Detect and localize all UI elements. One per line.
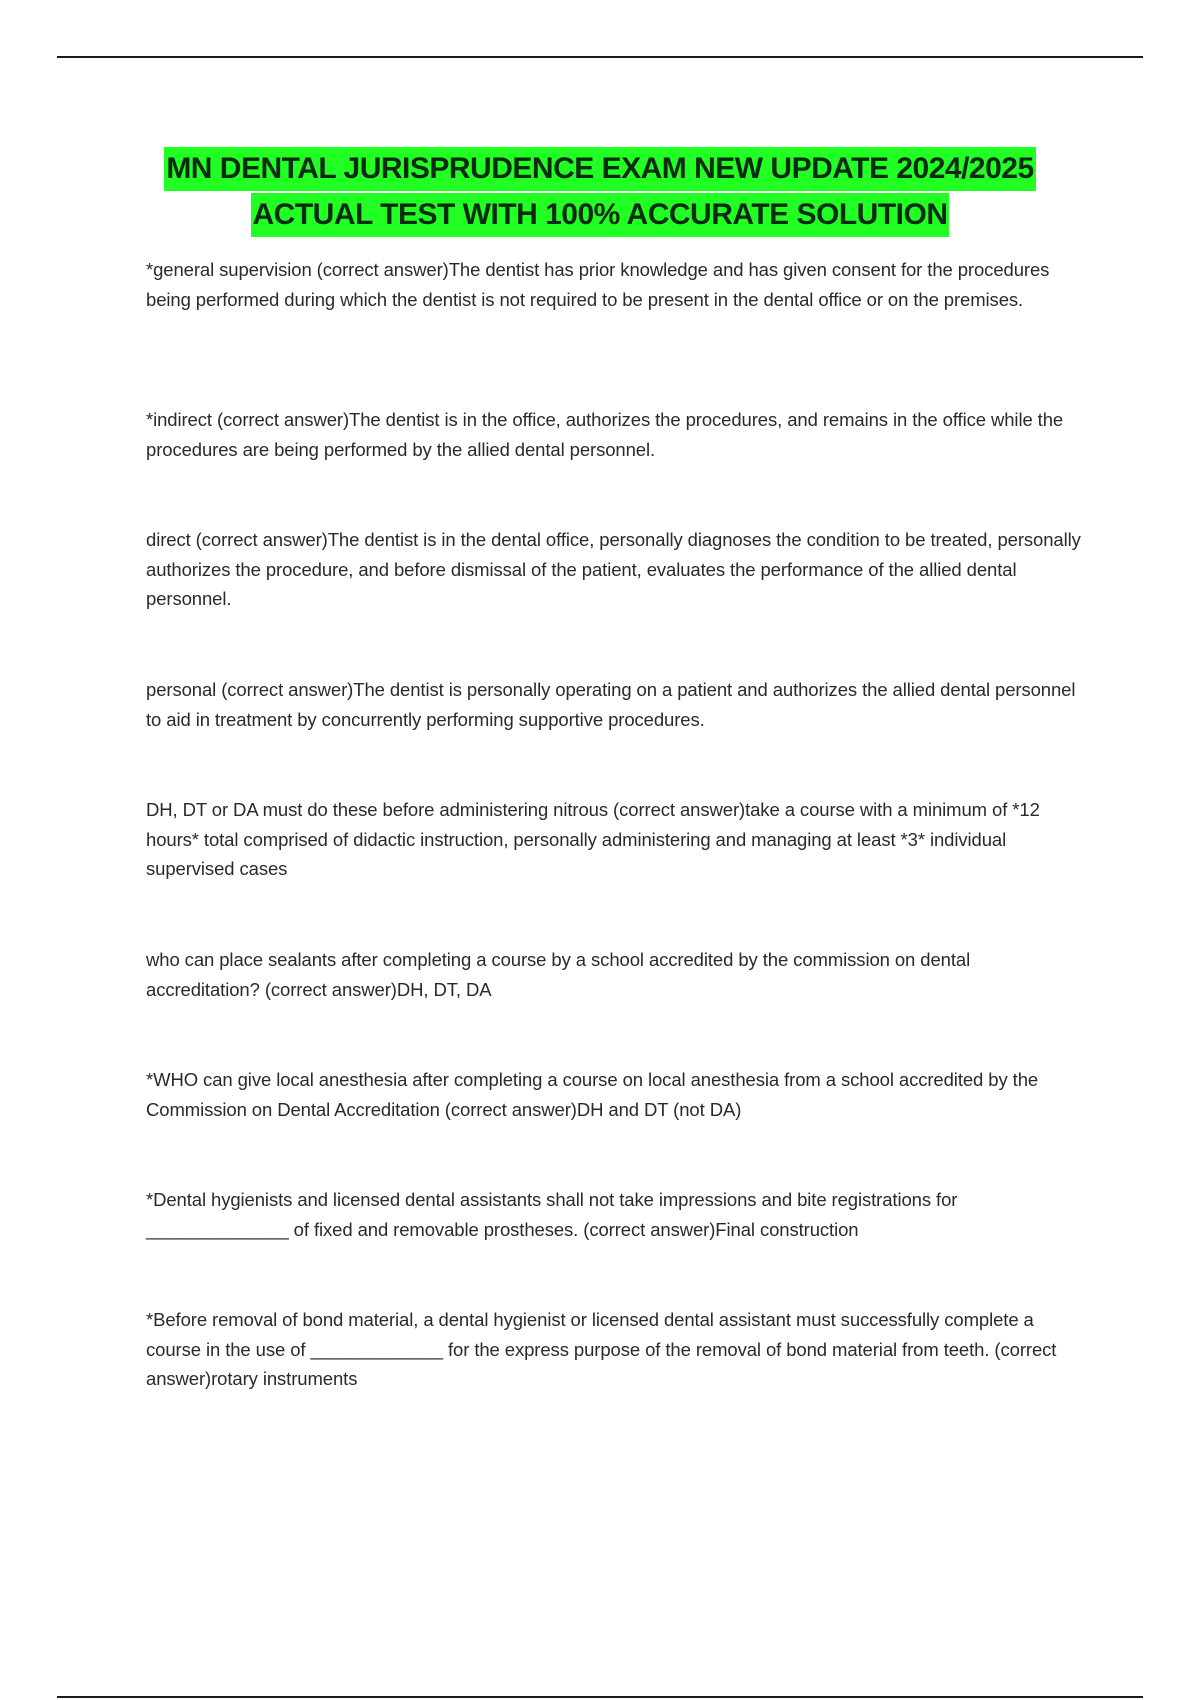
qa-entry-direct: direct (correct answer)The dentist is in the dental office, personally diagnoses the condition to be treated, personally authorizes the procedure, and before dismissal of the patient, evaluates the performance of the allied dental personnel.: [146, 529, 1081, 609]
qa-entry-sealants: who can place sealants after completing a course by a school accredited by the commission on dental accreditation? (correct answer)DH, DT, DA: [146, 949, 971, 1000]
bottom-rule: [57, 1696, 1143, 1698]
title-line-1: MN DENTAL JURISPRUDENCE EXAM NEW UPDATE 2024/2025: [164, 147, 1035, 191]
qa-entry-indirect: *indirect (correct answer)The dentist is in the office, authorizes the procedures, and remains in the office while the procedures are being performed by the allied dental personnel.: [146, 409, 1064, 460]
qa-entry-impressions: *Dental hygienists and licensed dental assistants shall not take impressions and bite registrations for ______________ of fixed and removable prostheses. (correct answer)Final construction: [146, 1189, 958, 1240]
title-line-2: ACTUAL TEST WITH 100% ACCURATE SOLUTION: [251, 193, 950, 237]
qa-entry-bond-removal: *Before removal of bond material, a dental hygienist or licensed dental assistant must successfully complete a course in the use of _____________ for the express purpose of the removal of bond material from teeth. (correct answer)rotary instruments: [146, 1309, 1057, 1389]
top-rule: [57, 56, 1143, 58]
document-title: [60, 146, 1140, 238]
qa-entry-nitrous: DH, DT or DA must do these before administering nitrous (correct answer)take a course with a minimum of *12 hours* total comprised of didactic instruction, personally administering and managing at least *3* individual supervised cases: [146, 799, 1040, 879]
qa-entry-local-anesthesia: *WHO can give local anesthesia after completing a course on local anesthesia from a school accredited by the Commission on Dental Accreditation (correct answer)DH and DT (not DA): [146, 1069, 1039, 1120]
qa-entry-personal: personal (correct answer)The dentist is personally operating on a patient and authorizes the allied dental personnel to aid in treatment by concurrently performing supportive procedures.: [146, 679, 1076, 730]
qa-entry-general-supervision: *general supervision (correct answer)The dentist has prior knowledge and has given consent for the procedures being performed during which the dentist is not required to be present in the dental office or on the premises.: [146, 259, 1050, 310]
